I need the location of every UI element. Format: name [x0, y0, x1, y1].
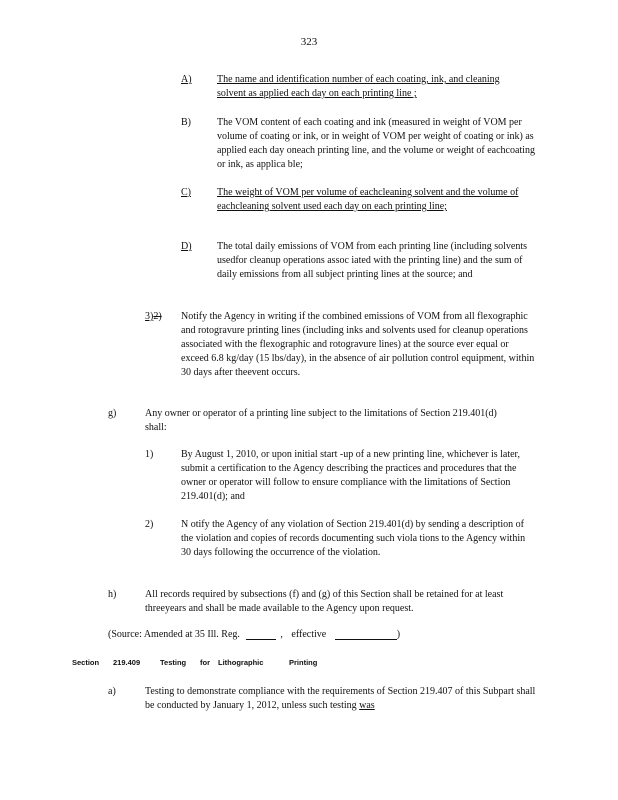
heading-word-4: Printing [289, 658, 318, 667]
item-3-label [145, 310, 162, 324]
item-a-test-text [145, 685, 545, 713]
heading-word-3: Lithographic [218, 658, 264, 667]
item-g-label: g) [108, 408, 117, 419]
item-g2-text: N otify the Agency of any violation of Section 219.401(d) by sending a description of the violation and copies of records documenting such viola tions to the Agency within 30 days following the occurrence of the violation. [181, 519, 526, 558]
item-a-label: A) [181, 74, 192, 85]
item-a-test-underlined: was [359, 700, 375, 711]
heading-word-2: for [200, 658, 210, 667]
item-g-text: Any owner or operator of a printing line subject to the limitations of Section 219.401(d) shall: [145, 408, 497, 433]
item-g1-text: By August 1, 2010, or upon initial start -up of a new printing line, whichever is later, submit a certification to the Agency describing the practices and procedures that the owner or operator will follow to ensure compliance with the limitations of Section 219.401(d); and [181, 449, 520, 502]
heading-word-1: Testing [160, 658, 187, 667]
source-prefix: (Source: Amended at 35 Ill. Reg. [108, 629, 240, 640]
item-a-test-label: a) [108, 686, 116, 697]
item-a-text: The name and identification number of each coating, ink, and cleaning solvent as applied each day on each printing line ; [217, 74, 500, 99]
item-a-test-main: Testing to demonstrate compliance with the requirements of Section 219.407 of this Subpart shall be conducted by January 1, 2012, unless such testing [145, 686, 536, 711]
item-h-text: All records required by subsections (f) and (g) of this Section shall be retained for at least threeyears and shall be made available to the Agency upon request. [145, 589, 504, 614]
item-d-text: The total daily emissions of VOM from each printing line (including solvents usedfor cleanup operations assoc iated with the printing line) and the sum of daily emissions from all subject printing lines at the source; and [217, 241, 528, 280]
source-date-blank [335, 629, 397, 640]
heading-number: 219.409 [113, 658, 141, 667]
source-effective: effective [291, 629, 327, 640]
item-c-text: The weight of VOM per volume of eachcleaning solvent and the volume of eachcleaning solvent used each day on each printing line; [217, 187, 519, 212]
item-3-new-label: 3) [145, 311, 154, 322]
item-3-text: Notify the Agency in writing if the combined emissions of VOM from all flexographic and rotogravure printing lines (including inks and solvents used for cleanup operations associated with the flexographic and rotogravure lines) at the source ever equal or exceed 6.8 kg/day (15 lbs/day), in the absence of air pollution control equipment, within 30 days after theevent occurs. [181, 311, 535, 378]
heading-section: Section [72, 658, 100, 667]
item-g2-label: 2) [145, 519, 154, 530]
item-b-label: B) [181, 117, 191, 128]
source-reg-blank [246, 629, 276, 640]
item-h-label: h) [108, 589, 117, 600]
item-g1-label: 1) [145, 449, 154, 460]
page-number: 323 [300, 36, 318, 48]
source-suffix: ) [396, 629, 401, 640]
source-note: (Source: Amended at 35 Ill. Reg. , effective ) [108, 629, 401, 640]
item-c-label: C) [181, 187, 191, 198]
item-3-old-label: 2) [153, 311, 162, 322]
item-d-label: D) [181, 241, 192, 252]
item-b-text: The VOM content of each coating and ink (measured in weight of VOM per volume of coating or ink, or in weight of VOM per weight of coating or ink) as applied each day oneach printing line, and the volume or weight of eachcoating or ink, as applica ble; [217, 117, 535, 170]
